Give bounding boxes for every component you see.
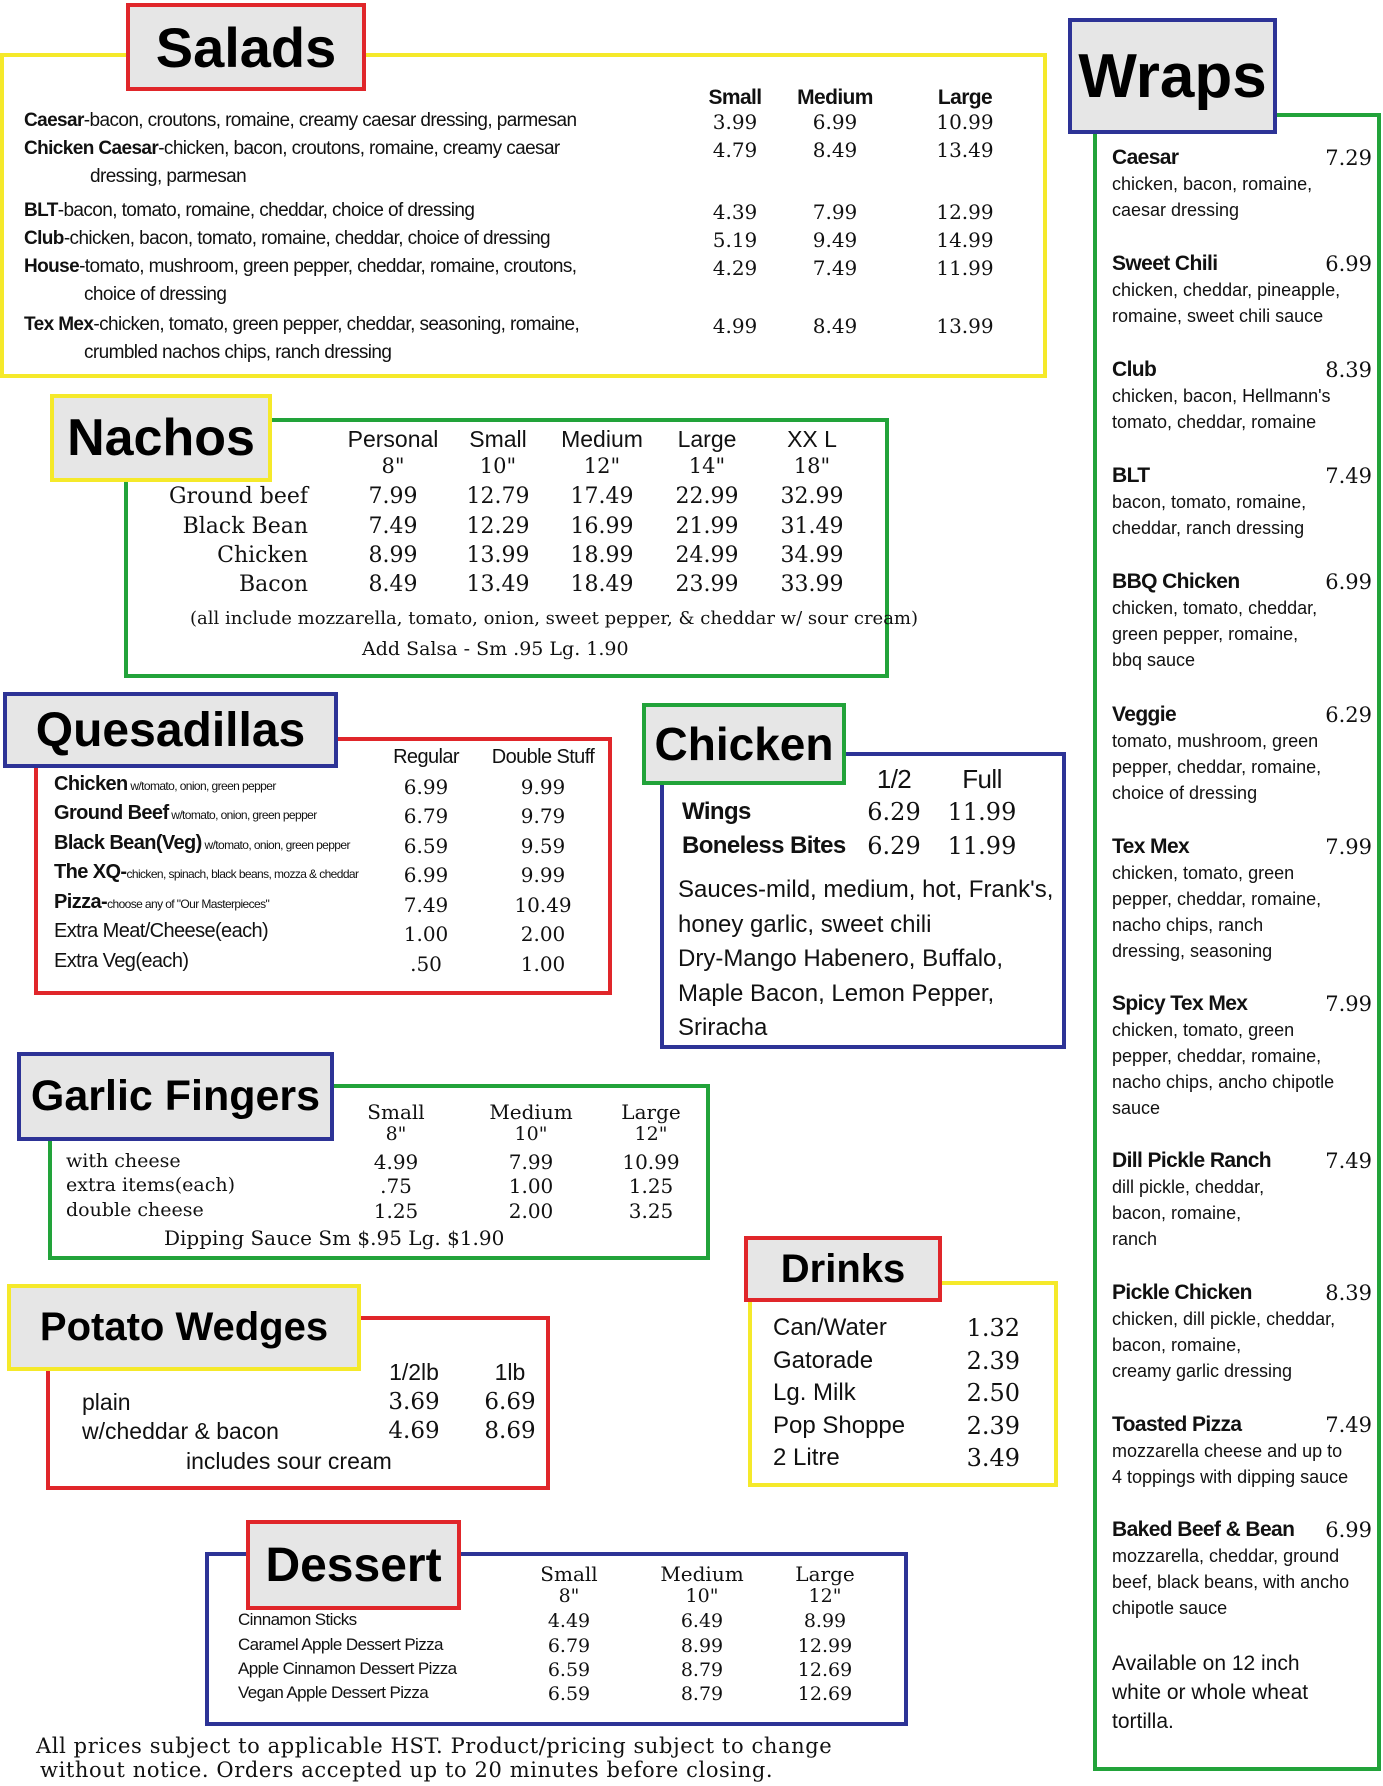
salad-price: 4.99 xyxy=(712,314,758,338)
salad-price: 4.29 xyxy=(712,256,758,280)
nachos-item-name: Chicken xyxy=(217,543,308,568)
wrap-price: 8.39 xyxy=(1325,358,1372,382)
quesadillas-header: Double Stuff xyxy=(491,746,595,768)
chicken-price: 6.29 xyxy=(867,832,921,860)
wrap-desc-line: bacon, romaine, xyxy=(1112,1335,1242,1355)
salad-price: 7.49 xyxy=(812,256,858,280)
chicken-sauces-line: honey garlic, sweet chili xyxy=(678,910,932,938)
salad-price: 5.19 xyxy=(712,228,758,252)
dessert-price: 8.79 xyxy=(680,1659,724,1681)
wraps-title: Wraps xyxy=(1068,18,1277,134)
nachos-title: Nachos xyxy=(50,394,272,482)
salad-name: Caesar xyxy=(24,110,84,131)
quesadilla-price: 9.59 xyxy=(520,834,566,858)
wrap-desc-line: romaine, sweet chili sauce xyxy=(1112,306,1324,326)
garlic-header-size: 8" xyxy=(385,1123,407,1145)
quesadillas-header: Regular xyxy=(393,746,459,768)
wrap-desc-line: caesar dressing xyxy=(1112,200,1240,220)
salad-desc: -chicken, bacon, croutons, romaine, creamy caesar xyxy=(158,138,560,159)
salad-desc-continued: dressing, parmesan xyxy=(90,166,247,187)
nachos-header-label: Medium xyxy=(561,426,643,452)
nachos-price: 31.49 xyxy=(780,514,844,539)
wedges-note: includes sour cream xyxy=(186,1448,392,1474)
salad-price: 9.49 xyxy=(812,228,858,252)
wrap-desc-line: creamy garlic dressing xyxy=(1112,1361,1293,1381)
nachos-price: 8.99 xyxy=(368,543,418,568)
dessert-header-size: 8" xyxy=(558,1585,580,1607)
nachos-note: (all include mozzarella, tomato, onion, sweet pepper, & cheddar w/ sour cream) xyxy=(190,608,919,629)
wrap-desc-line: chicken, bacon, Hellmann's xyxy=(1112,386,1331,406)
salad-desc-continued: crumbled nachos chips, ranch dressing xyxy=(84,342,392,363)
quesadilla-name: Ground Beef xyxy=(54,802,169,824)
quesadilla-extra-price: 1.00 xyxy=(403,922,449,946)
dessert-price: 6.79 xyxy=(547,1635,591,1657)
nachos-price: 7.99 xyxy=(368,484,418,509)
drink-name: Can/Water xyxy=(773,1314,887,1341)
garlic-price: 2.00 xyxy=(508,1199,554,1223)
wrap-name: Sweet Chili xyxy=(1112,252,1218,275)
wedges-price: 3.69 xyxy=(388,1389,440,1415)
chicken-item-name: Boneless Bites xyxy=(682,832,846,859)
dessert-item-name: Apple Cinnamon Dessert Pizza xyxy=(238,1659,457,1678)
nachos-header-size: 10" xyxy=(479,454,517,478)
dessert-header-label: Large xyxy=(795,1562,855,1586)
wrap-name: Spicy Tex Mex xyxy=(1112,992,1248,1015)
garlic-price: 10.99 xyxy=(622,1150,680,1174)
quesadillas-title: Quesadillas xyxy=(3,692,338,768)
salad-desc: -chicken, tomato, green pepper, cheddar, seasoning, romaine, xyxy=(93,314,580,335)
salads-header-small: Small xyxy=(708,86,762,109)
drinks-title: Drinks xyxy=(744,1236,942,1302)
nachos-header-size: 14" xyxy=(688,454,726,478)
dessert-price: 6.59 xyxy=(547,1683,591,1705)
quesadilla-extra-name: Extra Veg(each) xyxy=(54,950,189,972)
garlic-price: 4.99 xyxy=(373,1150,419,1174)
wrap-desc-line: mozzarella cheese and up to xyxy=(1112,1441,1343,1461)
wrap-desc-line: nacho chips, ancho chipotle xyxy=(1112,1072,1335,1092)
salad-price: 8.49 xyxy=(812,314,858,338)
quesadilla-desc: w/tomato, onion, green pepper xyxy=(127,779,276,793)
quesadilla-extra-price: .50 xyxy=(410,952,442,976)
garlic-header-size: 10" xyxy=(514,1123,548,1145)
nachos-price: 12.79 xyxy=(466,484,530,509)
dessert-price: 12.69 xyxy=(797,1683,853,1705)
nachos-price: 7.49 xyxy=(368,514,418,539)
salad-name: House xyxy=(24,256,80,277)
dessert-price: 12.69 xyxy=(797,1659,853,1681)
nachos-price: 21.99 xyxy=(675,514,739,539)
wrap-desc-line: chicken, tomato, green xyxy=(1112,863,1295,883)
footer-line-1: All prices subject to applicable HST. Product/pricing subject to change xyxy=(36,1734,833,1758)
drink-name: Pop Shoppe xyxy=(773,1411,906,1439)
quesadilla-extra-name: Extra Meat/Cheese(each) xyxy=(54,920,269,942)
wrap-name: Club xyxy=(1112,358,1157,381)
nachos-header-size: 18" xyxy=(793,454,831,478)
quesadilla-name: Chicken xyxy=(54,773,128,795)
nachos-header-label: Small xyxy=(469,426,527,452)
salad-desc-continued: choice of dressing xyxy=(84,284,227,305)
garlic-price: 1.00 xyxy=(508,1174,554,1198)
wrap-desc-line: bacon, romaine, xyxy=(1112,1203,1242,1223)
wrap-desc-line: chicken, tomato, green xyxy=(1112,1020,1295,1040)
wrap-price: 7.99 xyxy=(1325,835,1372,859)
wedges-header: 1/2lb xyxy=(389,1359,439,1385)
salad-price: 11.99 xyxy=(936,256,994,280)
quesadilla-name: Pizza- xyxy=(54,891,108,913)
drink-price: 2.50 xyxy=(966,1379,1020,1407)
quesadilla-price: 7.49 xyxy=(403,893,449,917)
nachos-price: 13.99 xyxy=(466,543,530,568)
salads-header-large: Large xyxy=(937,86,993,109)
wrap-price: 7.99 xyxy=(1325,992,1372,1016)
dessert-price: 6.59 xyxy=(547,1659,591,1681)
garlic-fingers-title: Garlic Fingers xyxy=(17,1052,334,1141)
quesadilla-price: 9.99 xyxy=(520,863,566,887)
salad-desc: -chicken, bacon, tomato, romaine, cheddar, choice of dressing xyxy=(63,228,551,249)
wrap-price: 6.29 xyxy=(1325,703,1372,727)
dessert-header-label: Medium xyxy=(660,1562,744,1586)
wrap-desc-line: cheddar, ranch dressing xyxy=(1112,518,1305,538)
dessert-item-name: Caramel Apple Dessert Pizza xyxy=(238,1635,443,1654)
quesadilla-name: The XQ- xyxy=(54,861,127,883)
wrap-desc-line: pepper, cheddar, romaine, xyxy=(1112,757,1322,777)
wrap-desc-line: beef, black beans, with ancho xyxy=(1112,1572,1350,1592)
garlic-item-name: extra items(each) xyxy=(66,1174,236,1196)
nachos-price: 24.99 xyxy=(675,543,739,568)
wrap-desc-line: tomato, cheddar, romaine xyxy=(1112,412,1317,432)
wrap-name: Pickle Chicken xyxy=(1112,1281,1252,1304)
wrap-price: 7.49 xyxy=(1325,1149,1372,1173)
wrap-price: 6.99 xyxy=(1325,570,1372,594)
salad-price: 7.99 xyxy=(812,200,858,224)
wrap-name: BLT xyxy=(1112,464,1150,487)
quesadilla-price: 6.59 xyxy=(403,834,449,858)
nachos-price: 34.99 xyxy=(780,543,844,568)
salad-desc: -bacon, tomato, romaine, cheddar, choice of dressing xyxy=(57,200,475,221)
dessert-title: Dessert xyxy=(246,1520,461,1610)
wrap-desc-line: mozzarella, cheddar, ground xyxy=(1112,1546,1340,1566)
drink-price: 3.49 xyxy=(966,1444,1020,1472)
wrap-name: Dill Pickle Ranch xyxy=(1112,1149,1272,1172)
wrap-desc-line: sauce xyxy=(1112,1098,1161,1118)
nachos-price: 18.49 xyxy=(570,572,634,597)
wrap-name: Toasted Pizza xyxy=(1112,1413,1242,1436)
salad-price: 13.99 xyxy=(936,314,994,338)
dessert-item-name: Cinnamon Sticks xyxy=(238,1610,357,1629)
salad-price: 14.99 xyxy=(936,228,994,252)
salad-price: 3.99 xyxy=(712,110,758,134)
nachos-price: 13.49 xyxy=(466,572,530,597)
drink-name: Lg. Milk xyxy=(773,1379,856,1406)
quesadilla-extra-price: 1.00 xyxy=(520,952,566,976)
nachos-price: 22.99 xyxy=(675,484,739,509)
dessert-header-size: 10" xyxy=(685,1585,719,1607)
quesadilla-price: 9.99 xyxy=(520,775,566,799)
chicken-price: 6.29 xyxy=(867,798,921,826)
wrap-desc-line: chicken, dill pickle, cheddar, xyxy=(1112,1309,1336,1329)
salad-price: 10.99 xyxy=(936,110,994,134)
nachos-header-label: XX L xyxy=(787,426,837,452)
drink-price: 2.39 xyxy=(966,1411,1020,1440)
quesadilla-price: 6.99 xyxy=(403,863,449,887)
nachos-header-label: Personal xyxy=(347,426,439,452)
nachos-header-size: 12" xyxy=(583,454,621,478)
quesadilla-desc: chicken, spinach, black beans, mozza & cheddar xyxy=(126,867,359,881)
dessert-header-label: Small xyxy=(540,1562,598,1586)
dessert-header-size: 12" xyxy=(808,1585,842,1607)
nachos-salsa: Add Salsa - Sm .95 Lg. 1.90 xyxy=(362,638,629,660)
wrap-name: BBQ Chicken xyxy=(1112,570,1240,593)
salad-name: Tex Mex xyxy=(24,314,94,335)
garlic-price: 1.25 xyxy=(628,1174,674,1198)
salad-price: 4.79 xyxy=(712,138,758,162)
quesadilla-name: Black Bean(Veg) xyxy=(54,832,202,854)
garlic-price: 1.25 xyxy=(373,1199,419,1223)
wrap-price: 6.99 xyxy=(1325,1518,1372,1542)
wrap-desc-line: ranch xyxy=(1112,1229,1158,1249)
wrap-desc-line: dill pickle, cheddar, xyxy=(1112,1177,1265,1197)
nachos-item-name: Ground beef xyxy=(168,484,308,509)
garlic-price: .75 xyxy=(380,1174,412,1198)
wrap-desc-line: bbq sauce xyxy=(1112,650,1196,670)
nachos-header-size: 8" xyxy=(381,454,405,478)
wedges-price: 4.69 xyxy=(388,1418,440,1444)
salad-price: 8.49 xyxy=(812,138,858,162)
wrap-desc-line: chicken, cheddar, pineapple, xyxy=(1112,280,1341,300)
nachos-price: 8.49 xyxy=(368,572,418,597)
chicken-sauces-line: Sriracha xyxy=(678,1014,768,1041)
salads-header-medium: Medium xyxy=(797,86,873,109)
drink-price: 1.32 xyxy=(966,1314,1020,1342)
footer-line-2: without notice. Orders accepted up to 20 minutes before closing. xyxy=(40,1758,774,1782)
garlic-price: 7.99 xyxy=(508,1150,554,1174)
dessert-price: 8.99 xyxy=(680,1635,724,1657)
nachos-item-name: Black Bean xyxy=(182,514,308,539)
dessert-price: 4.49 xyxy=(547,1610,591,1632)
salad-name: Chicken Caesar xyxy=(24,138,159,159)
wrap-desc-line: 4 toppings with dipping sauce xyxy=(1112,1467,1349,1487)
dessert-item-name: Vegan Apple Dessert Pizza xyxy=(238,1683,429,1702)
garlic-item-name: double cheese xyxy=(66,1199,204,1221)
chicken-item-name: Wings xyxy=(682,798,751,825)
wrap-name: Baked Beef & Bean xyxy=(1112,1518,1295,1541)
dessert-price: 12.99 xyxy=(797,1635,853,1657)
wrap-price: 7.49 xyxy=(1325,464,1372,488)
dessert-price: 8.99 xyxy=(803,1610,847,1632)
wrap-desc-line: chicken, tomato, cheddar, xyxy=(1112,598,1318,618)
nachos-price: 17.49 xyxy=(570,484,634,509)
wrap-desc-line: pepper, cheddar, romaine, xyxy=(1112,1046,1322,1066)
salad-price: 12.99 xyxy=(936,200,994,224)
chicken-sauces-line: Dry-Mango Habenero, Buffalo, xyxy=(678,945,1004,972)
wrap-name: Caesar xyxy=(1112,146,1179,169)
wedges-price: 8.69 xyxy=(484,1418,536,1444)
wrap-price: 7.49 xyxy=(1325,1413,1372,1437)
wedges-price: 6.69 xyxy=(484,1389,536,1415)
drink-name: 2 Litre xyxy=(773,1444,840,1471)
chicken-header: Full xyxy=(962,764,1002,794)
garlic-price: 3.25 xyxy=(628,1199,674,1223)
quesadilla-price: 6.79 xyxy=(403,804,449,828)
salad-name: Club xyxy=(24,228,64,249)
wraps-availability-line: tortilla. xyxy=(1112,1710,1174,1733)
nachos-price: 12.29 xyxy=(466,514,530,539)
nachos-header-label: Large xyxy=(677,426,737,452)
salad-price: 6.99 xyxy=(812,110,858,134)
nachos-price: 18.99 xyxy=(570,543,634,568)
chicken-price: 11.99 xyxy=(947,798,1017,826)
salad-price: 13.49 xyxy=(936,138,994,162)
garlic-header-label: Small xyxy=(367,1100,425,1124)
wraps-availability-line: Available on 12 inch xyxy=(1112,1652,1300,1675)
chicken-header: 1/2 xyxy=(876,764,912,794)
wrap-name: Veggie xyxy=(1112,703,1177,726)
garlic-item-name: with cheese xyxy=(66,1150,181,1172)
wedges-item-name: w/cheddar & bacon xyxy=(82,1418,279,1444)
wrap-desc-line: choice of dressing xyxy=(1112,783,1258,803)
chicken-title: Chicken xyxy=(642,703,846,785)
nachos-price: 23.99 xyxy=(675,572,739,597)
wrap-price: 8.39 xyxy=(1325,1281,1372,1305)
wrap-price: 6.99 xyxy=(1325,252,1372,276)
quesadilla-desc: w/tomato, onion, green pepper xyxy=(168,808,317,822)
quesadilla-desc: choose any of "Our Masterpieces" xyxy=(107,897,270,911)
wrap-desc-line: tomato, mushroom, green xyxy=(1112,731,1319,751)
wrap-desc-line: dressing, seasoning xyxy=(1112,941,1273,961)
nachos-price: 33.99 xyxy=(780,572,844,597)
wrap-desc-line: chicken, bacon, romaine, xyxy=(1112,174,1313,194)
potato-wedges-title: Potato Wedges xyxy=(7,1284,361,1371)
garlic-header-label: Large xyxy=(621,1100,681,1124)
wrap-desc-line: green pepper, romaine, xyxy=(1112,624,1299,644)
wrap-desc-line: chipotle sauce xyxy=(1112,1598,1228,1618)
drink-price: 2.39 xyxy=(966,1346,1020,1375)
nachos-price: 16.99 xyxy=(570,514,634,539)
chicken-sauces-line: Sauces-mild, medium, hot, Frank's, xyxy=(678,876,1054,903)
quesadilla-desc: w/tomato, onion, green pepper xyxy=(201,838,350,852)
wrap-name: Tex Mex xyxy=(1112,835,1190,858)
quesadilla-price: 9.79 xyxy=(520,804,566,828)
quesadilla-price: 10.49 xyxy=(514,893,572,917)
garlic-header-label: Medium xyxy=(489,1100,573,1124)
wrap-desc-line: bacon, tomato, romaine, xyxy=(1112,492,1307,512)
wrap-desc-line: pepper, cheddar, romaine, xyxy=(1112,889,1322,909)
drink-name: Gatorade xyxy=(773,1346,874,1374)
wrap-desc-line: nacho chips, ranch xyxy=(1112,915,1264,935)
dessert-price: 6.49 xyxy=(680,1610,724,1632)
salads-title: Salads xyxy=(126,3,366,91)
wedges-header: 1lb xyxy=(494,1359,526,1385)
salad-desc: -tomato, mushroom, green pepper, cheddar, romaine, croutons, xyxy=(79,256,577,277)
quesadilla-extra-price: 2.00 xyxy=(520,922,566,946)
chicken-sauces-line: Maple Bacon, Lemon Pepper, xyxy=(678,979,995,1007)
wedges-item-name: plain xyxy=(82,1389,131,1415)
salad-name: BLT xyxy=(24,200,58,221)
quesadilla-price: 6.99 xyxy=(403,775,449,799)
chicken-price: 11.99 xyxy=(947,832,1017,860)
salad-price: 4.39 xyxy=(712,200,758,224)
nachos-price: 32.99 xyxy=(780,484,844,509)
dessert-price: 8.79 xyxy=(680,1683,724,1705)
wraps-availability-line: white or whole wheat xyxy=(1112,1681,1309,1704)
garlic-dipping-sauce: Dipping Sauce Sm $.95 Lg. $1.90 xyxy=(164,1226,505,1250)
garlic-header-size: 12" xyxy=(634,1123,668,1145)
salad-desc: -bacon, croutons, romaine, creamy caesar dressing, parmesan xyxy=(83,110,577,131)
wrap-price: 7.29 xyxy=(1325,146,1372,170)
nachos-item-name: Bacon xyxy=(238,572,308,597)
